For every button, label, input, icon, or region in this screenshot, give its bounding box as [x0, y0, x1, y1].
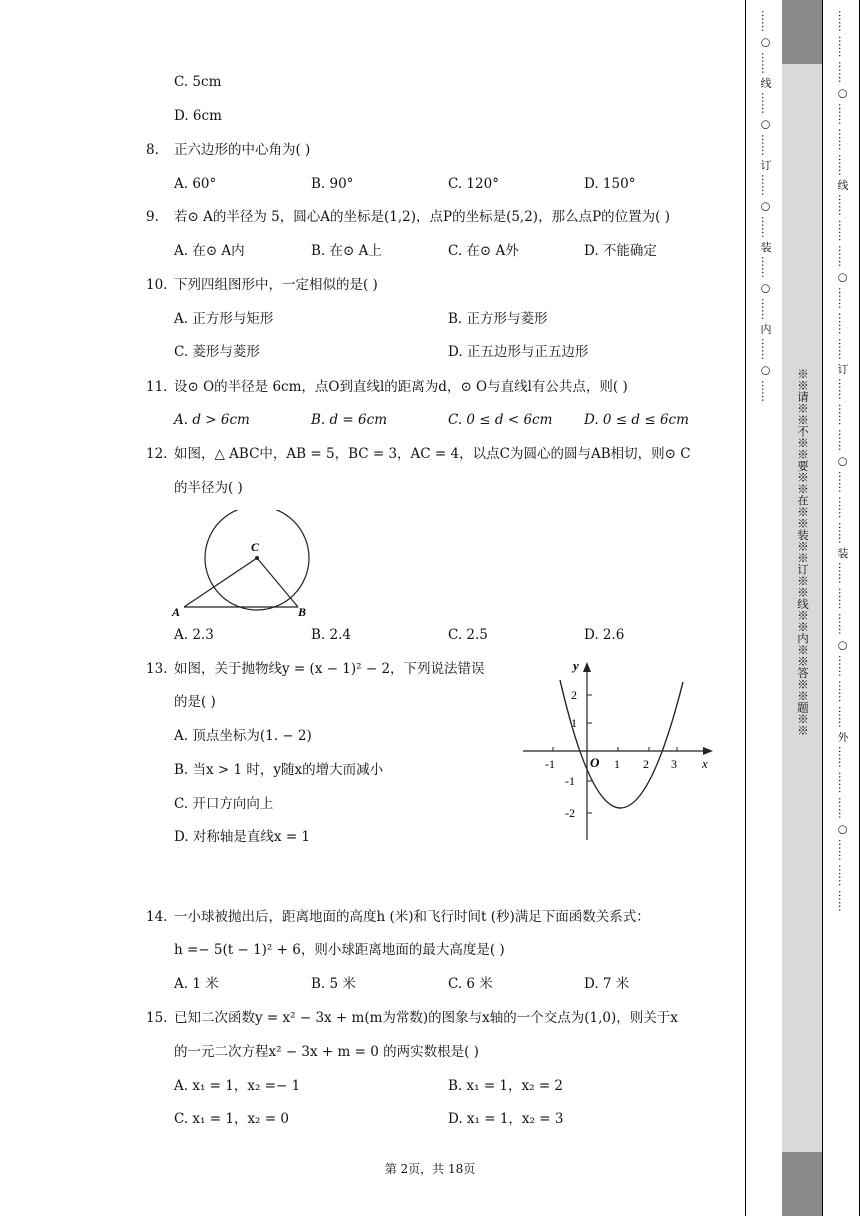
q9-option-d: D. 不能确定 [584, 243, 657, 259]
q9-stem: 若⊙ A的半径为 5，圆心A的坐标是(1,2)，点P的坐标是(5,2)，那么点P的位置为( ) [174, 209, 670, 225]
q13-option-b: B. 当x > 1 时，y随x的增大而减小 [174, 762, 384, 778]
q11-option-a: A. d > 6cm [174, 412, 250, 428]
y-tick-label-minus2: -2 [565, 806, 575, 820]
label-a: A [172, 605, 181, 619]
q15-option-d: D. x₁ = 1，x₂ = 3 [448, 1111, 564, 1127]
q13-option-d: D. 对称轴是直线x = 1 [174, 829, 311, 845]
q7-option-d: D. 6cm [174, 108, 222, 124]
q13-option-a: A. 顶点坐标为(1. − 2) [174, 728, 312, 744]
q9-option-b: B. 在⊙ A上 [311, 243, 382, 259]
q10-stem: 下列四组图形中，一定相似的是( ) [174, 277, 378, 293]
q11-option-c: C. 0 ≤ d < 6cm [448, 412, 553, 428]
q15-option-b: B. x₁ = 1，x₂ = 2 [448, 1078, 564, 1094]
page-footer: 第 2页，共 18页 [384, 1162, 476, 1176]
q13-stem-line2: 的是( ) [174, 694, 216, 710]
y-tick-label-2: 2 [571, 688, 577, 702]
q12-option-c: C. 2.5 [448, 627, 488, 643]
q12-option-a: A. 2.3 [174, 627, 214, 643]
binding-strip-right-text: …… …… …… ○ …… …… …… 线 …… …… …… ○ …… …… …… 订 …… …… …… ○ …… …… …… 装 …… …… …… ○ …… …… …… 外 …… …… …… ○ …… …… …… [836, 10, 849, 912]
q12-option-d: D. 2.6 [584, 627, 625, 643]
y-tick-label-minus1: -1 [565, 774, 575, 788]
q14-stem-line2: h =− 5(t − 1)² + 6，则小球距离地面的最大高度是( ) [174, 942, 505, 958]
q10-option-d: D. 正五边形与正五边形 [448, 344, 589, 360]
binding-gray-top-block [782, 0, 822, 64]
q9-option-a: A. 在⊙ A内 [174, 243, 245, 259]
binding-strip-right [822, 0, 860, 1216]
binding-warning-text: ※※请※※不※※要※※在※※装※※订※※线※※内※※答※※题※※ [796, 368, 810, 736]
segment-ac [184, 558, 257, 607]
q11-number: 11. [146, 379, 168, 395]
segment-bc [257, 558, 298, 607]
x-tick-label-3: 3 [671, 757, 677, 771]
x-axis-arrow [703, 747, 713, 755]
q8-stem: 正六边形的中心角为( ) [174, 142, 311, 158]
q9-option-c: C. 在⊙ A外 [448, 243, 519, 259]
q11-option-d: D. 0 ≤ d ≤ 6cm [584, 412, 689, 428]
q15-stem-line1: 已知二次函数y = x² − 3x + m(m为常数)的图象与x轴的一个交点为(1,0)，则关于x [174, 1010, 678, 1026]
q13-stem-line1: 如图，关于抛物线y = (x − 1)² − 2，下列说法错误 [174, 661, 485, 677]
q10-number: 10. [146, 277, 168, 293]
q14-option-c: C. 6 米 [448, 976, 493, 992]
q12-stem-line2: 的半径为( ) [174, 480, 243, 496]
q8-option-d: D. 150° [584, 176, 636, 192]
binding-gray-column [782, 0, 823, 1216]
q12-number: 12. [146, 446, 168, 462]
x-tick-label-2: 2 [643, 757, 649, 771]
binding-strip-left [745, 0, 783, 1216]
q8-option-c: C. 120° [448, 176, 499, 192]
x-tick-label-1: 1 [614, 757, 620, 771]
binding-gray-bottom-block [782, 1152, 822, 1216]
q14-number: 14. [146, 909, 168, 925]
y-tick-label-1: 1 [571, 716, 577, 730]
q11-stem: 设⊙ O的半径是 6cm，点O到直线l的距离为d，⊙ O与直线l有公共点，则( ) [174, 379, 628, 395]
q10-option-c: C. 菱形与菱形 [174, 344, 260, 360]
q15-stem-line2: 的一元二次方程x² − 3x + m = 0 的两实数根是( ) [174, 1044, 479, 1060]
q8-number: 8. [146, 142, 159, 158]
q14-option-d: D. 7 米 [584, 976, 630, 992]
q14-stem-line1: 一小球被抛出后，距离地面的高度h (米)和飞行时间t (秒)满足下面函数关系式： [174, 909, 650, 925]
q8-option-a: A. 60° [174, 176, 217, 192]
q10-option-a: A. 正方形与矩形 [174, 311, 274, 327]
parabola-curve [560, 680, 683, 808]
y-axis-arrow [583, 662, 591, 672]
label-c: C [251, 540, 260, 554]
q12-stem-line1: 如图，△ ABC中，AB = 5，BC = 3，AC = 4，以点C为圆心的圆与AB相切，则⊙ C [174, 446, 691, 462]
q15-option-a: A. x₁ = 1，x₂ =− 1 [174, 1078, 301, 1094]
q15-option-c: C. x₁ = 1，x₂ = 0 [174, 1111, 289, 1127]
q13-option-c: C. 开口方向向上 [174, 796, 274, 812]
q7-option-c: C. 5cm [174, 74, 222, 90]
q14-option-a: A. 1 米 [174, 976, 219, 992]
x-tick-label-minus1: -1 [545, 757, 555, 771]
q8-option-b: B. 90° [311, 176, 354, 192]
q15-number: 15. [146, 1010, 168, 1026]
q12-figure [168, 510, 328, 620]
origin-label: O [590, 755, 600, 770]
q11-option-b: B. d = 6cm [311, 412, 387, 428]
q9-number: 9. [146, 209, 159, 225]
q14-option-b: B. 5 米 [311, 976, 356, 992]
point-c [255, 556, 259, 560]
q13-parabola-graph [515, 650, 720, 845]
q10-option-b: B. 正方形与菱形 [448, 311, 548, 327]
q12-option-b: B. 2.4 [311, 627, 351, 643]
q13-number: 13. [146, 661, 168, 677]
y-axis-label: y [573, 658, 579, 673]
binding-strip-left-text: …… ○ …… 线 …… ○ …… 订 …… ○ …… 装 …… ○ …… 内 …… ○ …… [759, 10, 772, 402]
label-b: B [298, 605, 307, 619]
x-axis-label: x [702, 756, 708, 771]
